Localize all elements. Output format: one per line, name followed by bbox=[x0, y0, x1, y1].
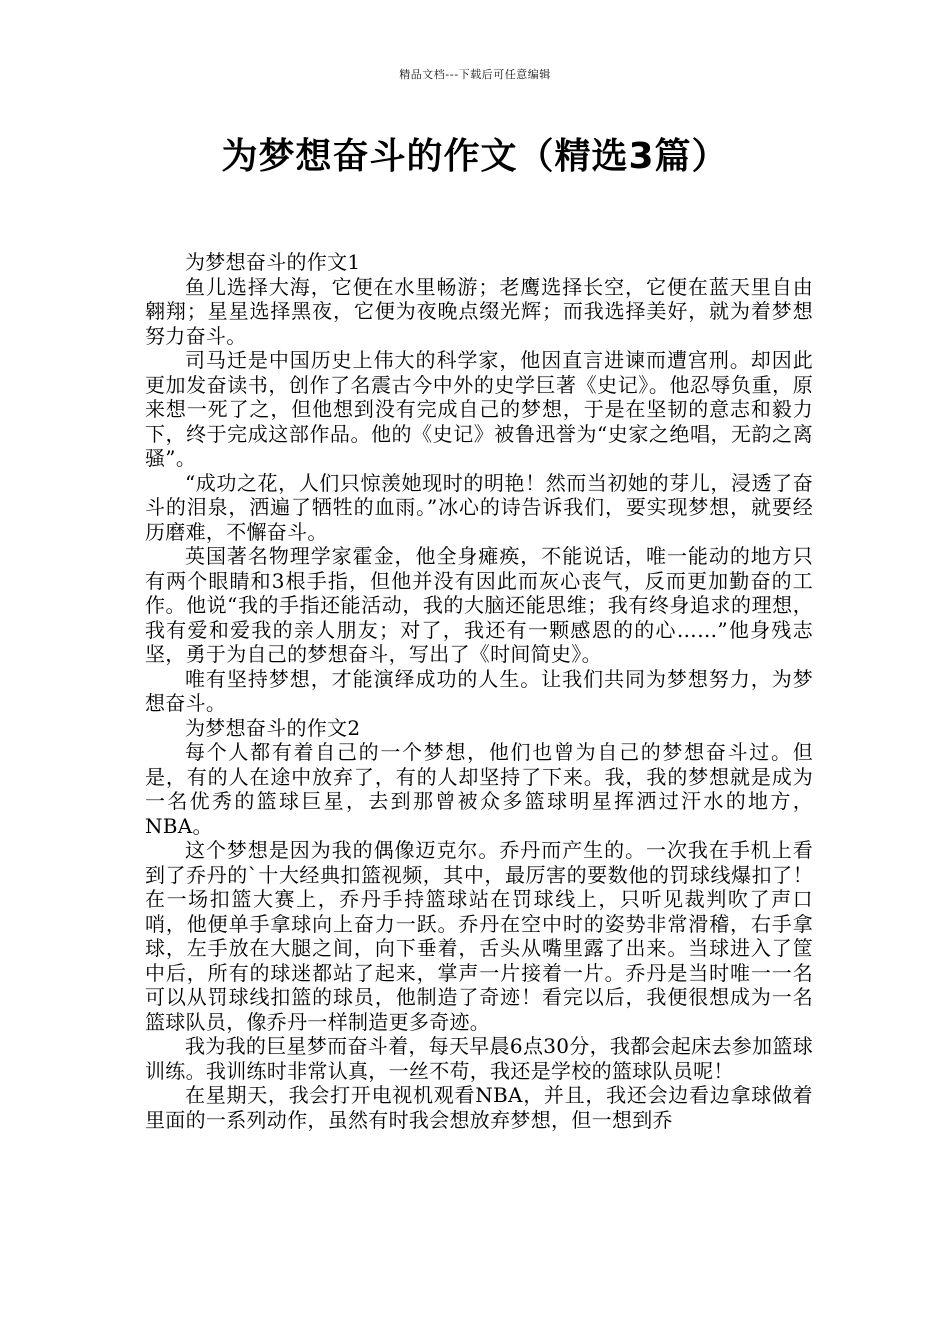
paragraph: 英国著名物理学家霍金，他全身瘫痪，不能说话，唯一能动的地方只有两个眼睛和3根手指，但他并没有因此而灰心丧气，反而更加勤奋的工作。他说“我的手指还能活动，我的大脑还能思维；我有终身追求的理想，我有爱和爱我的亲人朋友；对了，我还有一颗感恩的的心……”他身残志坚，勇于为自己的梦想奋斗，写出了《时间简史》。 bbox=[145, 544, 813, 666]
document-title: 为梦想奋斗的作文（精选3篇） bbox=[221, 136, 729, 177]
paragraph: 司马迁是中国历史上伟大的科学家，他因直言进谏而遭宫刑。却因此更加发奋读书，创作了名震古今中外的史学巨著《史记》。他忍辱负重，原来想一死了之，但他想到没有完成自己的梦想，于是在坚韧的意志和毅力下，终于完成这部作品。他的《史记》被鲁迅誉为“史家之绝唱，无韵之离骚”。 bbox=[145, 348, 813, 470]
paragraph: 唯有坚持梦想，才能演绎成功的人生。让我们共同为梦想努力，为梦想奋斗。 bbox=[145, 666, 813, 715]
page-header-note: 精品文档---下载后可任意编辑 bbox=[399, 68, 551, 81]
section-heading: 为梦想奋斗的作文2 bbox=[185, 715, 361, 740]
paragraph: “成功之花，人们只惊羡她现时的明艳！然而当初她的芽儿，浸透了奋斗的泪泉，洒遍了牺牲的血雨。”冰心的诗告诉我们，要实现梦想，就要经历磨难，不懈奋斗。 bbox=[145, 470, 813, 544]
paragraph: 鱼儿选择大海，它便在水里畅游；老鹰选择长空，它便在蓝天里自由翱翔；星星选择黑夜，它便为夜晚点缀光辉；而我选择美好，就为着梦想努力奋斗。 bbox=[145, 274, 813, 348]
section-heading: 为梦想奋斗的作文1 bbox=[185, 250, 361, 274]
paragraph: 每个人都有着自己的一个梦想，他们也曾为自己的梦想奋斗过。但是，有的人在途中放弃了，有的人却坚持了下来。我，我的梦想就是成为一名优秀的篮球巨星，去到那曾被众多篮球明星挥洒过汗水的地方，NBA。 bbox=[145, 740, 813, 838]
paragraph: 在星期天，我会打开电视机观看NBA，并且，我还会边看边拿球做着里面的一系列动作，虽然有时我会想放弃梦想，但一想到乔 bbox=[145, 1083, 813, 1132]
article-body bbox=[145, 250, 813, 1132]
paragraph: 这个梦想是因为我的偶像迈克尔。乔丹而产生的。一次我在手机上看到了乔丹的`十大经典扣篮视频，其中，最厉害的要数他的罚球线爆扣了！在一场扣篮大赛上，乔丹手持篮球站在罚球线上，只听见裁判吹了声口哨，他便单手拿球向上奋力一跃。乔丹在空中时的姿势非常滑稽，右手拿球，左手放在大腿之间，向下垂着，舌头从嘴里露了出来。当球进入了筐中后，所有的球迷都站了起来，掌声一片接着一片。乔丹是当时唯一一名可以从罚球线扣篮的球员，他制造了奇迹！看完以后，我便很想成为一名篮球队员，像乔丹一样制造更多奇迹。 bbox=[145, 838, 813, 1034]
paragraph: 我为我的巨星梦而奋斗着，每天早晨6点30分，我都会起床去参加篮球训练。我训练时非常认真，一丝不苟，我还是学校的篮球队员呢！ bbox=[145, 1034, 813, 1083]
